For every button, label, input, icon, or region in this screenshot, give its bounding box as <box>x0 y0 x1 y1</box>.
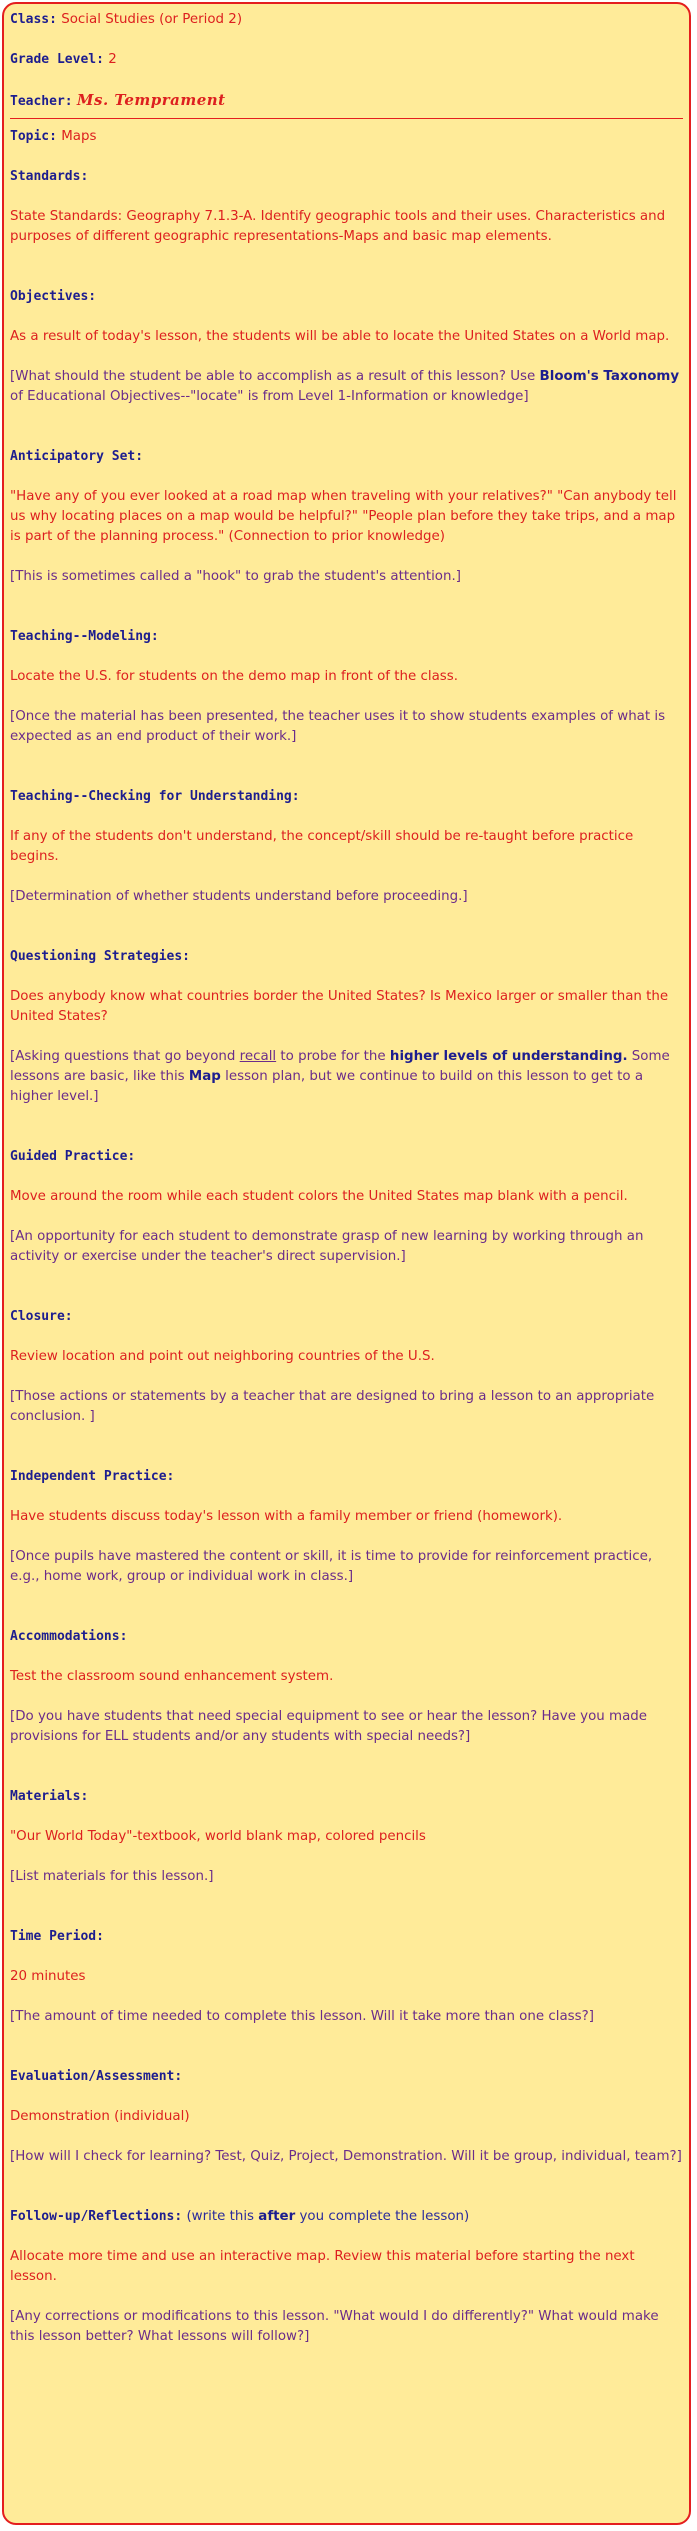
objectives-note <box>10 367 683 407</box>
independent-heading: Independent Practice: <box>10 1469 175 1484</box>
followup-instruction-part1: (write this <box>186 2209 259 2224</box>
followup-body: Allocate more time and use an interactive map. Review this material before starting the next lesson. <box>10 2249 635 2284</box>
teacher-name: Ms. Temprament <box>76 91 226 109</box>
followup-heading: Follow-up/Reflections: <box>10 2209 183 2224</box>
after-bold: after <box>258 2209 296 2224</box>
recall-underlined: recall <box>239 1049 277 1064</box>
anticipatory-body: "Have any of you ever looked at a road map when traveling with your relatives?" "Can anybody tell us why locating places on a map would be helpful?" "People plan before they take trips, and a map is part of the planning process." (Connection to prior knowledge) <box>10 489 677 544</box>
standards-heading: Standards: <box>10 169 89 184</box>
guided-body: Move around the room while each student colors the United States map blank with a pencil. <box>10 1189 628 1204</box>
standards-body: State Standards: Geography 7.1.3-A. Identify geographic tools and their uses. Characteristics and purposes of different geographic representations-Maps and basic map elements. <box>10 209 666 244</box>
checking-note: [Determination of whether students understand before proceeding.] <box>10 889 468 904</box>
header-divider <box>10 118 683 119</box>
time-period-heading: Time Period: <box>10 1929 104 1944</box>
higher-levels-bold: higher levels of understanding. <box>389 1049 628 1064</box>
modeling-body: Locate the U.S. for students on the demo map in front of the class. <box>10 669 458 684</box>
checking-heading: Teaching--Checking for Understanding: <box>10 789 300 804</box>
objectives-body: As a result of today's lesson, the students will be able to locate the United States on a World map. <box>10 329 670 344</box>
topic-label: Topic: <box>10 129 57 144</box>
closure-note: [Those actions or statements by a teacher that are designed to bring a lesson to an appropriate conclusion. ] <box>10 1389 655 1424</box>
teacher-row <box>10 90 683 112</box>
checking-body: If any of the students don't understand, the concept/skill should be re-taught before practice begins. <box>10 829 634 864</box>
class-label: Class: <box>10 12 57 27</box>
checking-section <box>10 787 683 907</box>
grade-row <box>10 50 683 70</box>
evaluation-heading: Evaluation/Assessment: <box>10 2069 183 2084</box>
independent-section <box>10 1467 683 1587</box>
time-period-body: 20 minutes <box>10 1969 86 1984</box>
closure-body: Review location and point out neighboring countries of the U.S. <box>10 1349 435 1364</box>
guided-heading: Guided Practice: <box>10 1149 136 1164</box>
teacher-label: Teacher: <box>10 94 73 109</box>
questioning-note <box>10 1047 683 1107</box>
independent-body: Have students discuss today's lesson with a family member or friend (homework). <box>10 1509 563 1524</box>
questioning-heading: Questioning Strategies: <box>10 949 191 964</box>
anticipatory-section <box>10 447 683 587</box>
objectives-note-part1: [What should the student be able to accomplish as a result of this lesson? Use <box>10 369 540 384</box>
accommodations-body: Test the classroom sound enhancement system. <box>10 1669 334 1684</box>
questioning-section <box>10 947 683 1107</box>
questioning-note-part3: Some lessons are basic, like this <box>10 1049 670 1084</box>
questioning-body: Does anybody know what countries border the United States? Is Mexico larger or smaller than the United States? <box>10 989 669 1024</box>
guided-section <box>10 1147 683 1267</box>
lesson-plan-page <box>2 2 691 2525</box>
followup-section <box>10 2207 683 2347</box>
topic-value: Maps <box>61 129 97 144</box>
materials-heading: Materials: <box>10 1789 89 1804</box>
questioning-note-part4: lesson plan, but we continue to build on this lesson to get to a higher level.] <box>10 1069 644 1104</box>
accommodations-section <box>10 1627 683 1747</box>
followup-instruction-part2: you complete the lesson) <box>295 2209 470 2224</box>
accommodations-note: [Do you have students that need special equipment to see or hear the lesson? Have you made provisions for ELL students and/or any students with special needs?] <box>10 1709 648 1744</box>
evaluation-body: Demonstration (individual) <box>10 2109 190 2124</box>
anticipatory-heading: Anticipatory Set: <box>10 449 144 464</box>
time-period-note: [The amount of time needed to complete this lesson. Will it take more than one class?] <box>10 2009 594 2024</box>
evaluation-note: [How will I check for learning? Test, Quiz, Project, Demonstration. Will it be group, individual, team?] <box>10 2149 682 2164</box>
objectives-heading: Objectives: <box>10 289 97 304</box>
closure-heading: Closure: <box>10 1309 73 1324</box>
modeling-note: [Once the material has been presented, the teacher uses it to show students examples of what is expected as an end product of their work.] <box>10 709 666 744</box>
followup-instruction <box>186 2209 469 2224</box>
evaluation-section <box>10 2067 683 2167</box>
closure-section <box>10 1307 683 1427</box>
class-value: Social Studies (or Period 2) <box>61 12 243 27</box>
map-bold: Map <box>188 1069 221 1084</box>
topic-row <box>10 127 683 147</box>
objectives-section <box>10 287 683 407</box>
objectives-note-part2: of Educational Objectives--"locate" is from Level 1-Information or knowledge] <box>10 389 529 404</box>
questioning-note-part1: [Asking questions that go beyond <box>10 1049 240 1064</box>
modeling-heading: Teaching--Modeling: <box>10 629 159 644</box>
independent-note: [Once pupils have mastered the content or skill, it is time to provide for reinforcement practice, e.g., home work, group or individual work in class.] <box>10 1549 653 1584</box>
questioning-note-part2: to probe for the <box>276 1049 390 1064</box>
anticipatory-note: [This is sometimes called a "hook" to grab the student's attention.] <box>10 569 461 584</box>
modeling-section <box>10 627 683 747</box>
grade-value: 2 <box>108 52 117 67</box>
materials-note: [List materials for this lesson.] <box>10 1869 214 1884</box>
class-row <box>10 10 683 30</box>
grade-label: Grade Level: <box>10 52 104 67</box>
followup-heading-row <box>10 2207 683 2227</box>
standards-section <box>10 167 683 247</box>
materials-body: "Our World Today"-textbook, world blank map, colored pencils <box>10 1829 426 1844</box>
blooms-taxonomy-link-text: Bloom's Taxonomy <box>539 369 680 384</box>
time-period-section <box>10 1927 683 2027</box>
guided-note: [An opportunity for each student to demonstrate grasp of new learning by working through an activity or exercise under the teacher's direct supervision.] <box>10 1229 644 1264</box>
accommodations-heading: Accommodations: <box>10 1629 128 1644</box>
followup-note: [Any corrections or modifications to this lesson. "What would I do differently?" What would make this lesson better? What lessons will follow?] <box>10 2309 659 2344</box>
materials-section <box>10 1787 683 1887</box>
